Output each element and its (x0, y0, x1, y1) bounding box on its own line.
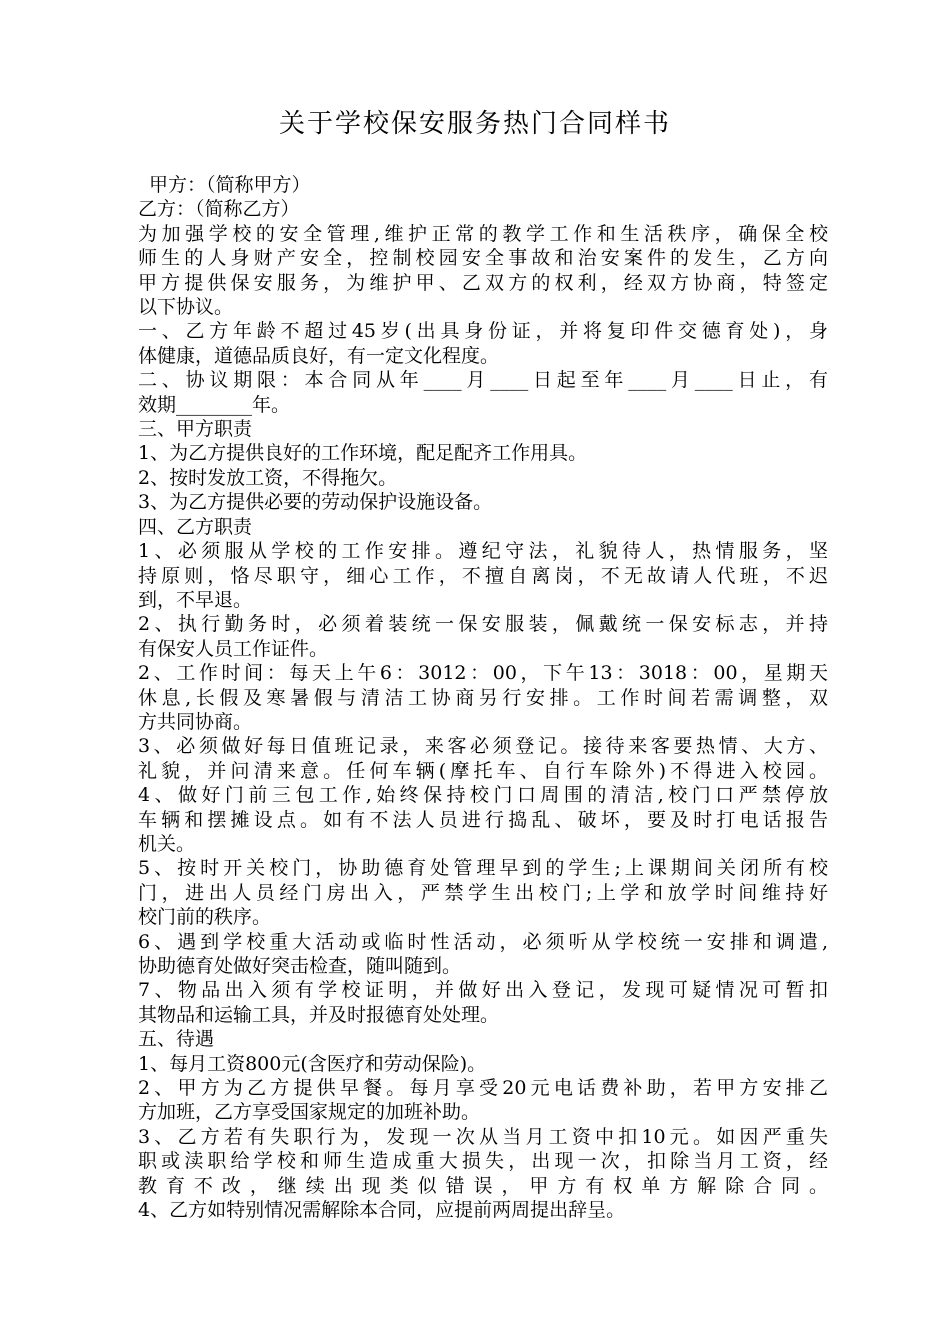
body-line: 方共同协商。 (138, 710, 253, 733)
body-line: 1、为乙方提供良好的工作环境，配足配齐工作用具。 (138, 442, 588, 465)
document-body (138, 173, 828, 1222)
body-line: 为加强学校的安全管理,维护正常的教学工作和生活秩序，确保全校 (138, 222, 828, 245)
body-line: 2、执行勤务时，必须着装统一保安服装，佩戴统一保安标志，并持 (138, 613, 828, 636)
body-line: 职或渎职给学校和师生造成重大损失，出现一次，扣除当月工资，经 (138, 1150, 828, 1173)
body-line: 1、每月工资800元(含医疗和劳动保险)。 (138, 1052, 487, 1075)
document-title: 关于学校保安服务热门合同样书 (278, 109, 671, 139)
body-line: 休息,长假及寒暑假与清洁工协商另行安排。工作时间若需调整，双 (138, 686, 828, 709)
body-line: 三、甲方职责 (138, 418, 253, 441)
body-line: 门，进出人员经门房出入，严禁学生出校门;上学和放学时间维持好 (138, 881, 828, 904)
body-line: 5、按时开关校门，协助德育处管理早到的学生;上课期间关闭所有校 (138, 857, 828, 880)
body-line: 机关。 (138, 832, 196, 855)
body-line: 体健康，道德品质良好，有一定文化程度。 (138, 344, 500, 367)
body-line: 效期________年。 (138, 393, 291, 416)
body-line: 6、遇到学校重大活动或临时性活动，必须听从学校统一安排和调遣, (138, 930, 828, 953)
body-line: 乙方：（简称乙方） (138, 198, 300, 221)
body-line: 1、必须服从学校的工作安排。遵纪守法，礼貌待人，热情服务，坚 (138, 540, 828, 563)
body-line: 五、待遇 (138, 1028, 215, 1051)
body-line: 2、工作时间：每天上午6：3012：00，下午13：3018：00，星期天 (138, 662, 828, 685)
body-line: 教育不改，继续出现类似错误，甲方有权单方解除合同。 (138, 1174, 828, 1197)
body-line: 校门前的秩序。 (138, 906, 272, 929)
body-line: 车辆和摆摊设点。如有不法人员进行捣乱、破坏，要及时打电话报告 (138, 808, 828, 831)
body-line: 四、乙方职责 (138, 515, 253, 538)
body-line: 其物品和运输工具，并及时报德育处处理。 (138, 1003, 500, 1026)
body-line: 7、物品出入须有学校证明，并做好出入登记，发现可疑情况可暂扣 (138, 979, 828, 1002)
body-line: 4、乙方如特别情况需解除本合同，应提前两周提出辞呈。 (138, 1199, 626, 1222)
body-line: 二、协议期限：本合同从年____月____日起至年____月____日止，有 (138, 369, 828, 392)
body-line: 3、必须做好每日值班记录，来客必须登记。接待来客要热情、大方、 (138, 735, 828, 758)
body-line: 甲方：（简称甲方） (149, 174, 311, 196)
body-line: 3、为乙方提供必要的劳动保护设施设备。 (138, 491, 493, 514)
body-line: 协助德育处做好突击检查，随叫随到。 (138, 955, 462, 977)
body-line: 一、乙方年龄不超过45岁(出具身份证，并将复印件交德育处)，身 (138, 320, 828, 343)
body-line: 有保安人员工作证件。 (138, 637, 329, 660)
body-line: 礼貌，并问清来意。任何车辆(摩托车、自行车除外)不得进入校园。 (138, 759, 828, 782)
body-line: 3、乙方若有失职行为，发现一次从当月工资中扣10元。如因严重失 (138, 1125, 828, 1148)
body-line: 甲方提供保安服务，为维护甲、乙双方的权利，经双方协商，特签定 (138, 271, 828, 294)
body-line: 到，不早退。 (138, 588, 253, 611)
body-line: 以下协议。 (138, 296, 234, 319)
body-line: 4、做好门前三包工作,始终保持校门口周围的清洁,校门口严禁停放 (138, 784, 828, 807)
body-line: 2、甲方为乙方提供早餐。每月享受20元电话费补助，若甲方安排乙 (138, 1077, 828, 1100)
body-line: 2、按时发放工资，不得拖欠。 (138, 466, 398, 489)
body-line: 方加班，乙方享受国家规定的加班补助。 (138, 1101, 481, 1124)
body-line: 师生的人身财产安全，控制校园安全事故和治安案件的发生，乙方向 (138, 247, 828, 270)
body-line: 持原则，恪尽职守，细心工作，不擅自离岗，不无故请人代班，不迟 (138, 564, 828, 587)
